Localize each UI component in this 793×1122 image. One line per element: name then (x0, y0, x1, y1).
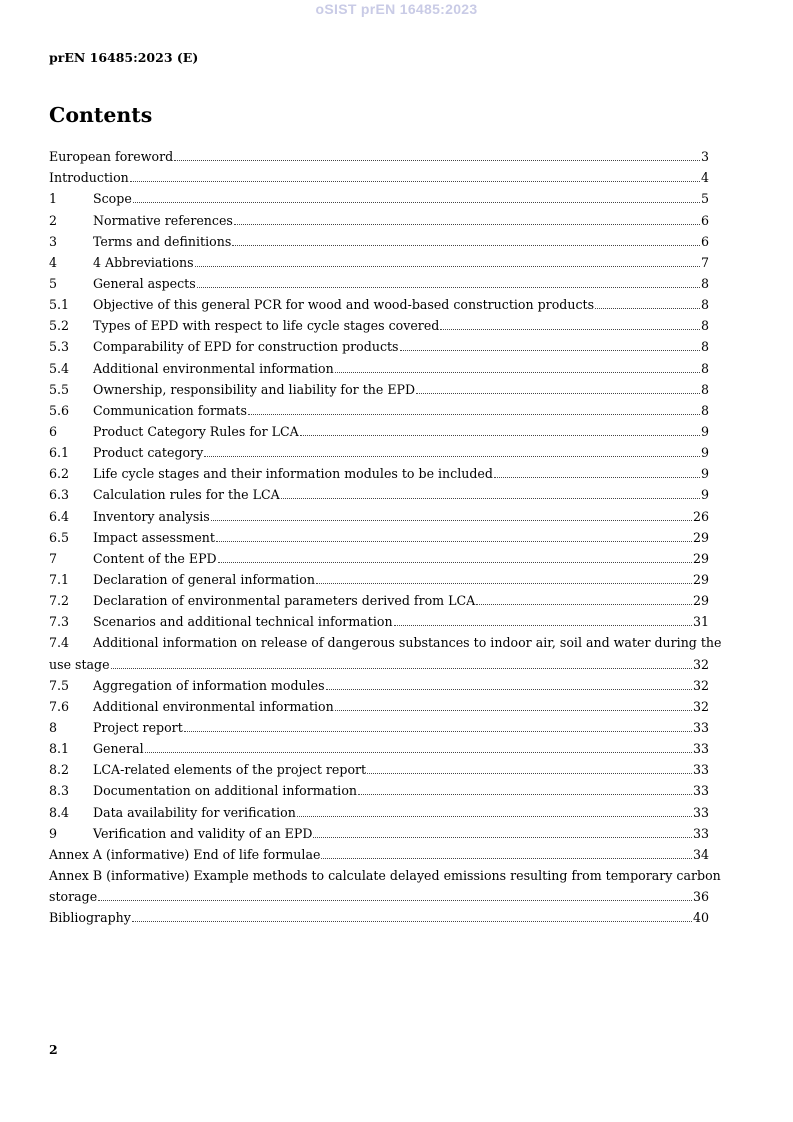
toc-entry[interactable] (49, 354, 709, 375)
toc-entry-title: Declaration of environmental parameters derived from LCA (93, 593, 476, 609)
toc-leader-dots (98, 900, 692, 901)
toc-entry[interactable] (49, 164, 709, 185)
toc-entry[interactable] (49, 143, 709, 164)
toc-entry-page: 29 (692, 550, 709, 566)
toc-entry-title: Normative references (93, 212, 233, 228)
toc-entry[interactable] (49, 291, 709, 312)
toc-entry[interactable] (49, 608, 709, 629)
toc-entry-page: 34 (692, 846, 709, 862)
toc-entry-page: 33 (692, 719, 709, 735)
toc-leader-dots (216, 541, 692, 542)
toc-leader-dots (335, 372, 700, 373)
toc-entry-title: Inventory analysis (93, 508, 210, 524)
toc-entry-number: 6.3 (49, 487, 70, 503)
toc-entry-page: 7 (700, 254, 709, 270)
toc-entry-number: 8.3 (49, 783, 70, 799)
toc-entry-title: Project report (93, 719, 183, 735)
toc-entry-number: 5.6 (49, 402, 70, 418)
toc-entry[interactable] (49, 820, 709, 841)
toc-entry-title: Communication formats (93, 402, 247, 418)
toc-entry-title: Comparability of EPD for construction products (93, 339, 399, 355)
document-id-header: prEN 16485:2023 (E) (49, 50, 199, 65)
toc-entry-page: 36 (692, 889, 709, 905)
toc-leader-dots (197, 287, 700, 288)
toc-leader-dots (321, 858, 692, 859)
toc-entry-title-line1: Additional information on release of dangerous substances to indoor air, soil and water during the (93, 635, 722, 651)
toc-entry-title: Terms and definitions (93, 233, 232, 249)
toc-entry[interactable] (49, 672, 709, 693)
toc-entry[interactable] (49, 714, 709, 735)
toc-entry-number: 7.3 (49, 614, 70, 630)
toc-entry-annex-b[interactable] (49, 862, 721, 905)
toc-entry[interactable] (49, 418, 709, 439)
toc-entry-page: 6 (700, 233, 709, 249)
toc-entry-number: 5.1 (49, 297, 70, 313)
toc-leader-dots (218, 562, 692, 563)
toc-entry-title: Content of the EPD (93, 550, 217, 566)
toc-entry-title: Documentation on additional information (93, 783, 358, 799)
toc-entry-page: 8 (700, 381, 709, 397)
toc-entry-number: 1 (49, 191, 58, 207)
toc-leader-dots (326, 689, 692, 690)
toc-entry-title: 4 Abbreviations (93, 254, 194, 270)
toc-entry[interactable] (49, 270, 709, 291)
toc-leader-dots (111, 668, 692, 669)
toc-entry-title: Life cycle stages and their information modules to be included (93, 466, 493, 482)
toc-entry-number: 5 (49, 275, 58, 291)
toc-entry-number: 8 (49, 719, 58, 735)
toc-entry-page: 8 (700, 275, 709, 291)
toc-leader-dots (494, 477, 700, 478)
watermark: oSIST prEN 16485:2023 (315, 1, 478, 17)
toc-entry-page: 26 (692, 508, 709, 524)
toc-entry-number: 8.1 (49, 741, 70, 757)
toc-entry[interactable] (49, 481, 709, 502)
toc-entry-number: 8.4 (49, 804, 70, 820)
toc-leader-dots (595, 308, 700, 309)
toc-entry[interactable] (49, 185, 709, 206)
toc-entry[interactable] (49, 439, 709, 460)
toc-entry-title: Impact assessment (93, 529, 215, 545)
toc-entry-page: 33 (692, 741, 709, 757)
toc-entry[interactable] (49, 566, 709, 587)
toc-leader-dots (300, 435, 700, 436)
toc-leader-dots (184, 731, 692, 732)
toc-entry-title: Bibliography (49, 910, 131, 926)
toc-entry-title: LCA-related elements of the project report (93, 762, 367, 778)
toc-entry-page: 9 (700, 487, 709, 503)
toc-entry-page: 6 (700, 212, 709, 228)
toc-entry-number: 6.1 (49, 445, 70, 461)
toc-entry-title: Additional environmental information (93, 698, 334, 714)
toc-entry-page: 32 (692, 677, 709, 693)
toc-leader-dots (174, 160, 700, 161)
toc-entry-7-4[interactable] (49, 629, 722, 672)
toc-entry-number: 8.2 (49, 762, 70, 778)
toc-entry[interactable] (49, 333, 709, 354)
toc-entry[interactable] (49, 587, 709, 608)
toc-entry-number: 7.6 (49, 698, 70, 714)
toc-entry-number: 6.5 (49, 529, 70, 545)
table-of-contents (49, 143, 722, 926)
toc-entry-number: 6 (49, 423, 58, 439)
toc-entry[interactable] (49, 524, 709, 545)
toc-leader-dots (130, 181, 700, 182)
toc-entry[interactable] (49, 693, 709, 714)
toc-entry[interactable] (49, 312, 709, 333)
toc-entry-number: 5.2 (49, 318, 70, 334)
toc-entry-title: Objective of this general PCR for wood and wood-based construction products (93, 297, 595, 313)
toc-entry-bibliography[interactable] (49, 904, 709, 925)
toc-entry-page: 8 (700, 402, 709, 418)
toc-entry-page: 32 (692, 656, 709, 672)
toc-leader-dots (358, 794, 692, 795)
toc-entry[interactable] (49, 841, 709, 862)
toc-leader-dots (316, 583, 692, 584)
toc-entry-title-line2: storage (49, 889, 98, 905)
toc-entry-title: General aspects (93, 275, 196, 291)
toc-entry-number: 6.4 (49, 508, 70, 524)
toc-entry[interactable] (49, 376, 709, 397)
toc-entry-page: 33 (692, 762, 709, 778)
toc-entry-title-line1: Annex B (informative) Example methods to calculate delayed emissions resulting from temporary carbon (49, 867, 721, 883)
toc-entry-title: Types of EPD with respect to life cycle stages covered (93, 318, 440, 334)
toc-entry-number: 5.5 (49, 381, 70, 397)
toc-leader-dots (133, 202, 700, 203)
toc-entry[interactable] (49, 206, 709, 227)
toc-entry-page: 9 (700, 423, 709, 439)
page-title: Contents (49, 103, 153, 127)
toc-entry-page: 8 (700, 297, 709, 313)
toc-entry-number: 9 (49, 825, 58, 841)
toc-entry-page: 29 (692, 571, 709, 587)
toc-entry-title: Verification and validity of an EPD (93, 825, 313, 841)
toc-entry-number: 5.3 (49, 339, 70, 355)
toc-entry[interactable] (49, 798, 709, 819)
toc-entry[interactable] (49, 249, 709, 270)
toc-entry-title: Product Category Rules for LCA (93, 423, 299, 439)
toc-leader-dots (297, 816, 692, 817)
toc-entry-page: 40 (692, 910, 709, 926)
toc-entry-title: Scope (93, 191, 132, 207)
toc-entry-page: 9 (700, 466, 709, 482)
toc-entry-page: 29 (692, 593, 709, 609)
toc-entry-title: Additional environmental information (93, 360, 334, 376)
toc-entry-page: 5 (700, 191, 709, 207)
toc-entry-page: 29 (692, 529, 709, 545)
toc-leader-dots (132, 921, 692, 922)
toc-entry-number: 2 (49, 212, 58, 228)
toc-leader-dots (234, 224, 700, 225)
toc-leader-dots (367, 773, 692, 774)
toc-entry-title: Annex A (informative) End of life formulae (49, 846, 321, 862)
toc-leader-dots (440, 329, 700, 330)
page-number: 2 (49, 1042, 58, 1057)
toc-entry-page: 9 (700, 445, 709, 461)
toc-entry-page: 4 (700, 170, 709, 186)
toc-entry[interactable] (49, 735, 709, 756)
toc-leader-dots (335, 710, 692, 711)
toc-leader-dots (232, 245, 700, 246)
toc-entry-page: 33 (692, 783, 709, 799)
toc-leader-dots (204, 456, 700, 457)
toc-entry-number: 7.4 (49, 635, 70, 651)
toc-entry-title: Declaration of general information (93, 571, 315, 587)
toc-entry-number: 7.5 (49, 677, 70, 693)
toc-leader-dots (145, 752, 692, 753)
toc-entry-number: 6.2 (49, 466, 70, 482)
toc-entry-title: Product category (93, 445, 204, 461)
toc-leader-dots (211, 520, 692, 521)
toc-entry[interactable] (49, 228, 709, 249)
toc-entry-page: 8 (700, 339, 709, 355)
toc-entry-title: Ownership, responsibility and liability for the EPD (93, 381, 416, 397)
toc-leader-dots (476, 604, 692, 605)
toc-entry-number: 4 (49, 254, 58, 270)
toc-entry-page: 8 (700, 318, 709, 334)
toc-entry-title: Introduction (49, 170, 129, 186)
toc-entry[interactable] (49, 756, 709, 777)
toc-entry-title-line2: use stage (49, 656, 110, 672)
toc-entry-page: 33 (692, 825, 709, 841)
toc-entry-number: 7.2 (49, 593, 70, 609)
toc-leader-dots (416, 393, 700, 394)
toc-entry-page: 31 (692, 614, 709, 630)
toc-entry-title: Aggregation of information modules (93, 677, 325, 693)
toc-leader-dots (400, 350, 700, 351)
toc-entry-title: European foreword (49, 149, 174, 165)
toc-entry-page: 3 (700, 149, 709, 165)
toc-leader-dots (394, 625, 692, 626)
toc-entry-title: Scenarios and additional technical information (93, 614, 393, 630)
toc-entry-number: 7.1 (49, 571, 70, 587)
toc-entry-title: Calculation rules for the LCA (93, 487, 280, 503)
toc-entry-number: 3 (49, 233, 58, 249)
toc-leader-dots (248, 414, 700, 415)
toc-entry-number: 5.4 (49, 360, 70, 376)
toc-entry-page: 32 (692, 698, 709, 714)
toc-entry[interactable] (49, 545, 709, 566)
toc-entry[interactable] (49, 502, 709, 523)
toc-entry-page: 8 (700, 360, 709, 376)
toc-entry-page: 33 (692, 804, 709, 820)
toc-entry[interactable] (49, 460, 709, 481)
toc-entry[interactable] (49, 397, 709, 418)
toc-leader-dots (281, 498, 700, 499)
toc-entry[interactable] (49, 777, 709, 798)
toc-entry-number: 7 (49, 550, 58, 566)
toc-entry-title: Data availability for verification (93, 804, 296, 820)
toc-entry-title: General (93, 741, 144, 757)
toc-leader-dots (195, 266, 700, 267)
toc-leader-dots (313, 837, 692, 838)
